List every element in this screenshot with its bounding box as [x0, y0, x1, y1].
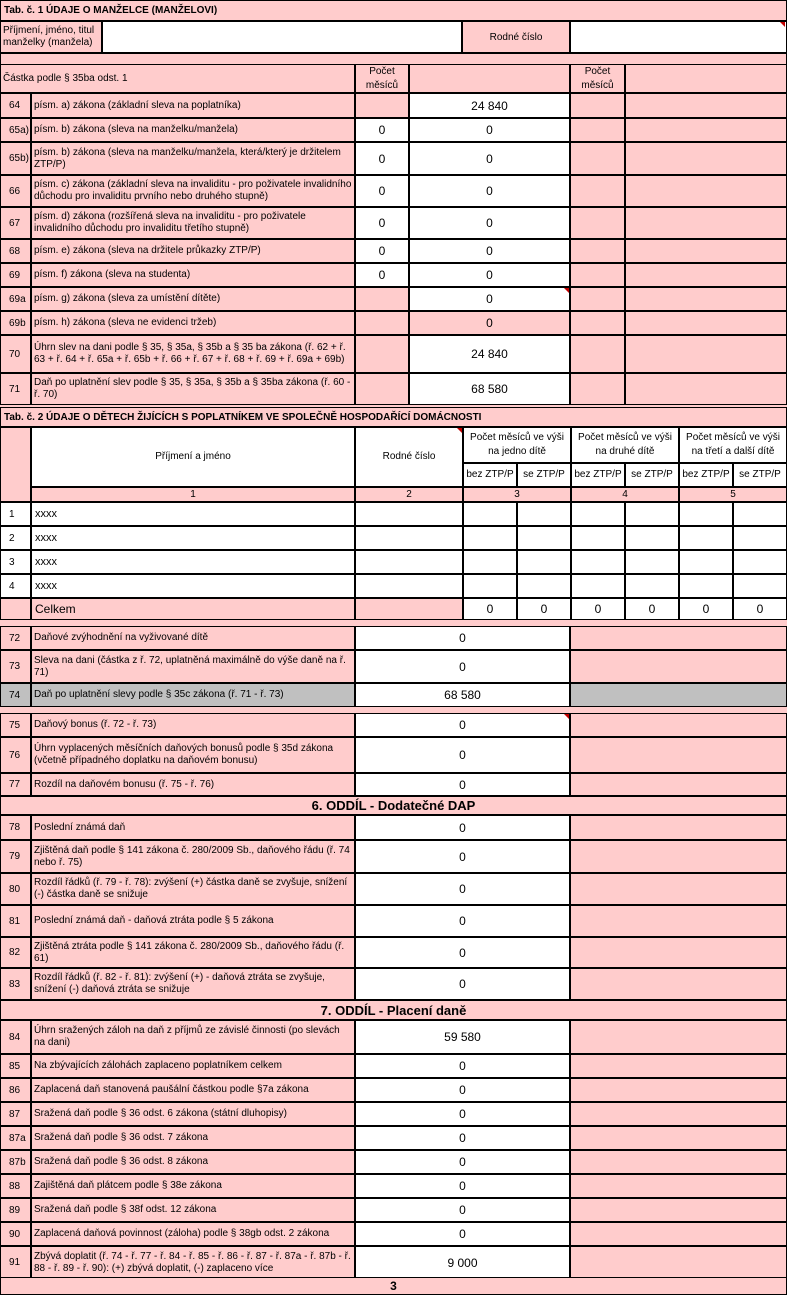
colnum-4: 4: [571, 487, 679, 502]
total-value: 0: [517, 598, 571, 620]
row-description-text: Daň po uplatnění slevy podle § 35c zákona (ř. 71 - ř. 73): [34, 689, 284, 700]
row-value-field[interactable]: 0: [355, 1222, 570, 1246]
row-value-field[interactable]: 0: [355, 1174, 570, 1198]
row-description-text: Sražená daň podle § 36 odst. 7 zákona: [34, 1132, 209, 1143]
row-description-text: Úhrn slev na dani podle § 35, § 35a, § 35b a § 35 ba zákona (ř. 62 + ř. 63 + ř. 64 + ř. 65a + ř. 65b + ř. 66 + ř. 67 + ř. 68 + ř. 69 + ř. 69a + 69b): [34, 342, 346, 365]
row-value-field[interactable]: 24 840: [409, 93, 570, 118]
section7-title: 7. ODDÍL - Placení daně: [0, 1000, 787, 1020]
tab2-col-first: Počet měsíců ve výši na jedno dítě: [463, 427, 571, 463]
section6-title: 6. ODDÍL - Dodatečné DAP: [0, 796, 787, 815]
tab2-corner: [0, 427, 31, 502]
row-description: [31, 650, 355, 683]
row-number: 87a: [0, 1126, 31, 1150]
row-value-field-2: [625, 239, 787, 263]
row-months-field-2: [570, 175, 625, 207]
row-description-text: Na zbývajících zálohách zaplaceno poplatníkem celkem: [34, 1060, 282, 1071]
colnum-3: 3: [463, 487, 571, 502]
row-description: [31, 239, 355, 263]
row-description: [31, 1126, 355, 1150]
row-description: [31, 815, 355, 840]
comment-marker-icon: [780, 22, 785, 27]
row-number: 71: [0, 373, 31, 405]
row-description-text: Zaplacená daň stanovená paušální částkou podle §7a zákona: [34, 1084, 309, 1095]
total-label: Celkem: [31, 598, 355, 620]
row-description-text: Daňový bonus (ř. 72 - ř. 73): [34, 719, 157, 730]
row-months-field-2: [570, 263, 625, 287]
child-months-field[interactable]: [571, 502, 625, 526]
child-name-field[interactable]: xxxx: [31, 574, 355, 598]
row-number: 89: [0, 1198, 31, 1222]
tab1-header-label: Částka podle § 35ba odst. 1: [0, 64, 355, 93]
row-value-field-2: [625, 335, 787, 373]
row-description: [31, 937, 355, 968]
row-number: 81: [0, 905, 31, 937]
row-value-field[interactable]: 0: [409, 175, 570, 207]
row-description-text: Daňové zvýhodnění na vyživované dítě: [34, 632, 208, 643]
page-number: 3: [0, 1277, 787, 1295]
row-value-field[interactable]: 0: [355, 650, 570, 683]
row-number: 76: [0, 737, 31, 773]
row-number: 72: [0, 626, 31, 650]
row-value-field-2: [625, 118, 787, 142]
row-value-field[interactable]: 0: [355, 873, 570, 905]
row-description-text: písm. d) zákona (rozšířená sleva na invaliditu - pro poživatele invalidního důchodu pro invaliditu třetího stupně): [34, 211, 306, 234]
spacer: [0, 53, 787, 64]
row-value-field-2: [570, 905, 787, 937]
row-description-text: Rozdíl na daňovém bonusu (ř. 75 - ř. 76): [34, 778, 215, 790]
row-months-field-2: [570, 118, 625, 142]
row-value-field[interactable]: 0: [355, 905, 570, 937]
row-value-field-2: [570, 737, 787, 773]
row-value-field-2: [570, 1150, 787, 1174]
tab1-months-header-2: Počet měsíců: [570, 64, 625, 93]
row-value-field-2: [625, 373, 787, 405]
row-description-text: písm. b) zákona (sleva na manželku/manžela): [34, 124, 238, 135]
sub-se-1: se ZTP/P: [517, 463, 571, 487]
row-description: [31, 287, 355, 311]
child-rc-field[interactable]: [355, 574, 463, 598]
child-months-field[interactable]: [679, 550, 733, 574]
row-number: 65a): [0, 118, 31, 142]
row-description-text: Daň po uplatnění slev podle § 35, § 35a, § 35b a § 35ba zákona (ř. 60 - ř. 70): [34, 377, 351, 400]
row-description-text: Sražená daň podle § 36 odst. 6 zákona (státní dluhopisy): [34, 1108, 287, 1119]
row-value-field-2: [570, 683, 787, 707]
child-row-number: 2: [0, 526, 31, 550]
row-months-field-2: [570, 239, 625, 263]
colnum-5: 5: [679, 487, 787, 502]
row-value-field-2: [625, 175, 787, 207]
row-number: 67: [0, 207, 31, 239]
row-description: [31, 1102, 355, 1126]
row-description-text: Sražená daň podle § 36 odst. 8 zákona: [34, 1156, 209, 1167]
row-value-field[interactable]: 0: [355, 737, 570, 773]
row-value-field-2: [570, 713, 787, 737]
row-value-field-2: [570, 1246, 787, 1279]
sub-bez-3: bez ZTP/P: [679, 463, 733, 487]
row-value-field[interactable]: 0: [355, 773, 570, 796]
total-value: 0: [571, 598, 625, 620]
row-description-text: Sleva na dani (částka z ř. 72, uplatněná maximálně do výše daně na ř. 71): [34, 654, 346, 678]
tab1-header-blank: [409, 64, 570, 93]
child-months-field[interactable]: [463, 574, 517, 598]
row-number: 69b: [0, 311, 31, 335]
tab2-col-name: Příjmení a jméno: [31, 427, 355, 487]
row-months-field-2: [570, 287, 625, 311]
spouse-name-field[interactable]: [102, 21, 462, 53]
row-number: 84: [0, 1020, 31, 1054]
total-value: 0: [463, 598, 517, 620]
row-description-text: Poslední známá daň - daňová ztráta podle § 5 zákona: [34, 915, 274, 926]
child-months-field[interactable]: [571, 550, 625, 574]
row-value-field-2: [570, 1198, 787, 1222]
row-number: 70: [0, 335, 31, 373]
row-description: [31, 1020, 355, 1054]
row-description-text: písm. e) zákona (sleva na držitele průkazky ZTP/P): [34, 245, 261, 256]
comment-marker-icon: [457, 428, 462, 433]
row-value-field-2: [570, 815, 787, 840]
row-description: [31, 175, 355, 207]
row-number: 74: [0, 683, 31, 707]
sub-bez-1: bez ZTP/P: [463, 463, 517, 487]
row-description: [31, 1198, 355, 1222]
child-months-field[interactable]: [679, 526, 733, 550]
row-description: [31, 626, 355, 650]
comment-marker-icon: [564, 288, 569, 293]
row-number: 91: [0, 1246, 31, 1279]
row-months-field-2: [570, 142, 625, 175]
child-months-field[interactable]: [463, 526, 517, 550]
row-number: 65b): [0, 142, 31, 175]
child-months-field[interactable]: [733, 502, 787, 526]
child-rc-field[interactable]: [355, 502, 463, 526]
row-value-field[interactable]: 68 580: [355, 683, 570, 707]
comment-marker-icon: [564, 714, 569, 719]
row-value-field-2: [570, 650, 787, 683]
sub-se-3: se ZTP/P: [733, 463, 787, 487]
row-description-text: Úhrn vyplacených měsíčních daňových bonusů podle § 35d zákona (včetně případného doplatku na daňovém bonusu): [34, 743, 334, 766]
row-value-field-2: [570, 773, 787, 796]
child-months-field[interactable]: [463, 550, 517, 574]
child-months-field[interactable]: [679, 574, 733, 598]
row-months-field-2: [570, 335, 625, 373]
row-value-field-2: [625, 311, 787, 335]
row-value-field-2: [570, 873, 787, 905]
row-description: [31, 207, 355, 239]
spouse-rc-label: Rodné číslo: [462, 21, 570, 53]
row-months-field: [355, 335, 409, 373]
row-description: [31, 93, 355, 118]
row-value-field-2: [570, 1174, 787, 1198]
row-value-field[interactable]: 0: [409, 263, 570, 287]
row-description-text: písm. b) zákona (sleva na manželku/manžela, která/který je držitelem ZTP/P): [34, 146, 341, 170]
total-rc-cell: [355, 598, 463, 620]
row-months-field: [355, 93, 409, 118]
row-months-field: [355, 373, 409, 405]
child-rc-field[interactable]: [355, 550, 463, 574]
tab2-col-third: Počet měsíců ve výši na třetí a další dítě: [679, 427, 787, 463]
row-value-field[interactable]: 0: [355, 815, 570, 840]
row-number: 66: [0, 175, 31, 207]
tab2-col-rc: Rodné číslo: [355, 427, 463, 487]
child-months-field[interactable]: [733, 574, 787, 598]
row-number: 83: [0, 968, 31, 1000]
child-months-field[interactable]: [679, 502, 733, 526]
row-description-text: Zbývá doplatit (ř. 74 - ř. 77 - ř. 84 - ř. 85 - ř. 86 - ř. 87 - ř. 87a - ř. 87b - ř. 88 - ř. 89 - ř. 90): (+) zbývá doplatit, (-) zaplaceno více: [34, 1250, 351, 1274]
row-value-field-2: [625, 93, 787, 118]
row-value-field[interactable]: 0: [355, 840, 570, 873]
row-description: [31, 713, 355, 737]
row-description: [31, 311, 355, 335]
row-value-field-2: [570, 1020, 787, 1054]
row-value-field[interactable]: 0: [355, 713, 570, 737]
child-months-field[interactable]: [517, 502, 571, 526]
row-description: [31, 873, 355, 905]
row-number: 85: [0, 1054, 31, 1078]
child-row-number: 1: [0, 502, 31, 526]
child-name-field[interactable]: xxxx: [31, 550, 355, 574]
row-value-field[interactable]: 59 580: [355, 1020, 570, 1054]
row-value-field-2: [570, 626, 787, 650]
row-description: [31, 1054, 355, 1078]
row-number: 79: [0, 840, 31, 873]
child-months-field[interactable]: [517, 526, 571, 550]
row-months-field[interactable]: 0: [355, 142, 409, 175]
row-months-field[interactable]: 0: [355, 263, 409, 287]
row-number: 64: [0, 93, 31, 118]
row-value-field[interactable]: 9 000: [355, 1246, 570, 1279]
row-months-field[interactable]: 0: [355, 118, 409, 142]
row-description-text: písm. g) zákona (sleva za umístění dítěte): [34, 293, 221, 304]
row-description: [31, 142, 355, 175]
child-row-number: 4: [0, 574, 31, 598]
row-description-text: Rozdíl řádků (ř. 79 - ř. 78): zvýšení (+) částka daně se zvyšuje, snížení (-) částka daně se snižuje: [34, 877, 348, 900]
row-description: [31, 737, 355, 773]
row-value-field[interactable]: 0: [355, 1102, 570, 1126]
row-number: 77: [0, 773, 31, 796]
row-number: 82: [0, 937, 31, 968]
row-description: [31, 1246, 355, 1279]
child-row-number: 3: [0, 550, 31, 574]
row-number: 88: [0, 1174, 31, 1198]
row-months-field: [355, 287, 409, 311]
row-description-text: písm. c) zákona (základní sleva na invaliditu - pro poživatele invalidního důchodu pro invaliditu prvního nebo druhého stupně): [34, 179, 352, 202]
row-months-field-2: [570, 93, 625, 118]
row-description: [31, 373, 355, 405]
row-value-field[interactable]: 0: [355, 1054, 570, 1078]
row-value-field[interactable]: 0: [355, 968, 570, 1000]
row-value-field[interactable]: 0: [355, 626, 570, 650]
spouse-rc-field[interactable]: [570, 21, 787, 53]
row-value-field-2: [625, 207, 787, 239]
row-value-field-2: [625, 287, 787, 311]
child-months-field[interactable]: [625, 526, 679, 550]
row-months-field-2: [570, 311, 625, 335]
child-months-field[interactable]: [517, 550, 571, 574]
row-value-field[interactable]: 0: [409, 239, 570, 263]
row-description: [31, 905, 355, 937]
tab1-title: Tab. č. 1 ÚDAJE O MANŽELCE (MANŽELOVI): [0, 0, 787, 21]
total-num-cell: [0, 598, 31, 620]
row-description-text: Zaplacená daňová povinnost (záloha) podle § 38gb odst. 2 zákona: [34, 1228, 330, 1239]
row-value-field-2: [625, 263, 787, 287]
row-months-field-2: [570, 373, 625, 405]
row-value-field-2: [570, 968, 787, 1000]
row-description: [31, 335, 355, 373]
child-months-field[interactable]: [625, 550, 679, 574]
row-description: [31, 1222, 355, 1246]
child-months-field[interactable]: [571, 526, 625, 550]
row-value-field-2: [570, 1078, 787, 1102]
colnum-1: 1: [31, 487, 355, 502]
row-number: 69a: [0, 287, 31, 311]
row-description-text: Úhrn sražených záloh na daň z příjmů ze závislé činnosti (po slevách na dani): [34, 1025, 340, 1048]
child-months-field[interactable]: [625, 574, 679, 598]
sub-se-2: se ZTP/P: [625, 463, 679, 487]
tab2-col-second: Počet měsíců ve výši na druhé dítě: [571, 427, 679, 463]
row-description-text: písm. h) zákona (sleva ne evidenci tržeb): [34, 317, 217, 328]
child-months-field[interactable]: [571, 574, 625, 598]
row-number: 78: [0, 815, 31, 840]
row-value-field[interactable]: 0: [409, 287, 570, 311]
row-description-text: Sražená daň podle § 38f odst. 12 zákona: [34, 1204, 217, 1215]
row-value-field[interactable]: 0: [355, 1126, 570, 1150]
row-number: 69: [0, 263, 31, 287]
child-months-field[interactable]: [517, 574, 571, 598]
row-description-text: písm. f) zákona (sleva na studenta): [34, 269, 191, 280]
row-number: 75: [0, 713, 31, 737]
row-description: [31, 1174, 355, 1198]
row-description: [31, 1150, 355, 1174]
row-number: 86: [0, 1078, 31, 1102]
child-name-field[interactable]: xxxx: [31, 502, 355, 526]
total-value: 0: [625, 598, 679, 620]
row-months-field-2: [570, 207, 625, 239]
row-description-text: Zjištěná daň podle § 141 zákona č. 280/2009 Sb., daňového řádu (ř. 74 nebo ř. 75): [34, 844, 350, 868]
row-description-text: Poslední známá daň: [34, 821, 126, 833]
row-description-text: Zjištěná ztráta podle § 141 zákona č. 280/2009 Sb., daňového řádu (ř. 61): [34, 940, 345, 964]
row-description: [31, 683, 355, 707]
row-value-field[interactable]: 0: [409, 118, 570, 142]
row-description: [31, 840, 355, 873]
row-value-field-2: [570, 1102, 787, 1126]
row-value-field-2: [570, 1222, 787, 1246]
row-number: 87: [0, 1102, 31, 1126]
sub-bez-2: bez ZTP/P: [571, 463, 625, 487]
row-description-text: písm. a) zákona (základní sleva na poplatníka): [34, 99, 241, 111]
tab2-title: Tab. č. 2 ÚDAJE O DĚTECH ŽIJÍCÍCH S POPLATNÍKEM VE SPOLEČNĚ HOSPODAŘÍCÍ DOMÁCNOSTI: [0, 407, 787, 427]
row-months-field[interactable]: 0: [355, 175, 409, 207]
row-value-field[interactable]: 0: [355, 1150, 570, 1174]
tab1-header-blank-2: [625, 64, 787, 93]
row-description-text: Rozdíl řádků (ř. 82 - ř. 81): zvýšení (+) - daňová ztráta se zvyšuje, snížení (-) daňová ztráta se snižuje: [34, 972, 325, 995]
row-value-field: 0: [409, 311, 570, 335]
colnum-2: 2: [355, 487, 463, 502]
row-months-field[interactable]: 0: [355, 239, 409, 263]
row-description: [31, 968, 355, 1000]
row-value-field[interactable]: 24 840: [409, 335, 570, 373]
child-months-field[interactable]: [463, 502, 517, 526]
row-description: [31, 263, 355, 287]
row-number: 68: [0, 239, 31, 263]
row-value-field[interactable]: 0: [409, 207, 570, 239]
row-months-field: [355, 311, 409, 335]
row-value-field-2: [570, 1126, 787, 1150]
row-value-field[interactable]: 68 580: [409, 373, 570, 405]
child-months-field[interactable]: [625, 502, 679, 526]
row-description-text: Zajištěná daň plátcem podle § 38e zákona: [34, 1180, 222, 1191]
child-rc-field[interactable]: [355, 526, 463, 550]
row-months-field[interactable]: 0: [355, 207, 409, 239]
child-months-field[interactable]: [733, 526, 787, 550]
child-name-field[interactable]: xxxx: [31, 526, 355, 550]
row-value-field[interactable]: 0: [355, 1078, 570, 1102]
row-value-field-2: [570, 1054, 787, 1078]
tab1-months-header: Počet měsíců: [355, 64, 409, 93]
row-description: [31, 773, 355, 796]
row-value-field[interactable]: 0: [409, 142, 570, 175]
row-description: [31, 118, 355, 142]
row-number: 90: [0, 1222, 31, 1246]
row-number: 87b: [0, 1150, 31, 1174]
row-value-field[interactable]: 0: [355, 937, 570, 968]
row-value-field[interactable]: 0: [355, 1198, 570, 1222]
child-months-field[interactable]: [733, 550, 787, 574]
row-number: 80: [0, 873, 31, 905]
row-description: [31, 1078, 355, 1102]
row-value-field-2: [625, 142, 787, 175]
spouse-name-label: Příjmení, jméno, titul manželky (manžela): [0, 21, 102, 53]
row-value-field-2: [570, 937, 787, 968]
row-value-field-2: [570, 840, 787, 873]
row-number: 73: [0, 650, 31, 683]
total-value: 0: [733, 598, 787, 620]
total-value: 0: [679, 598, 733, 620]
